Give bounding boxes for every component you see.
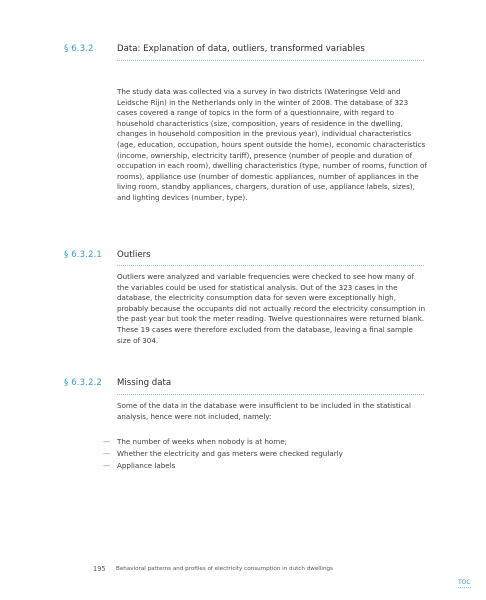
bullet-list [103, 436, 343, 472]
list-item [103, 436, 343, 448]
body-paragraph: The study data was collected via a survey in two districts (Wateringse Veld and Leidsche Rijn) in the Netherlands only in the winter of 2008. The database of 323 cases covered a range of topics in the form of a questionnaire, with regard to household characteristics (size, composition, years of residence in the dwelling, changes in household composition in the previous year), individual characteristics (age, education, occupation, hours spent outside the home), economic characteristics (income, ownership, electricity tariff), presence (number of people and duration of occupation in each room), dwelling characteristics (type, number of rooms, function of rooms), appliance use (number of domestic appliances, number of appliances in the living room, standby appliances, chargers, duration of use, appliance labels, sizes), and lighting devices (number, type). [117, 87, 427, 202]
list-item [103, 460, 343, 472]
page-number: 195 [93, 565, 106, 573]
section-number: § 6.3.2.1 [64, 250, 102, 260]
bullet-dash-icon: — [103, 461, 111, 470]
body-paragraph: Some of the data in the database were insufficient to be included in the statistical analysis, hence were not included, namely: [117, 401, 411, 421]
section-title: Missing data [117, 378, 172, 388]
section-number: § 6.3.2.2 [64, 378, 102, 388]
list-item-text: Appliance labels [117, 461, 176, 470]
section-title: Outliers [117, 250, 151, 260]
section-divider [117, 60, 424, 61]
list-item-text: Whether the electricity and gas meters were checked regularly [117, 449, 343, 458]
toc-link[interactable]: TOC [458, 579, 471, 586]
list-item [103, 448, 343, 460]
section-title: Data: Explanation of data, outliers, transformed variables [117, 44, 365, 54]
section-divider [117, 394, 424, 395]
body-paragraph: Outliers were analyzed and variable frequencies were checked to see how many of the variables could be used for statistical analysis. Out of the 323 cases in the database, the electricity consumption data for seven were exceptionally high, probably because the occupants did not actually record the electricity consumption in the past year but took the meter reading. Twelve questionnaires were returned blank. These 19 cases were therefore excluded from the database, leaving a final sample size of 304. [117, 272, 426, 345]
section-divider [117, 265, 424, 266]
running-title: Behavioral patterns and profiles of electricity consumption in dutch dwellings [116, 566, 333, 572]
bullet-dash-icon: — [103, 437, 111, 446]
bullet-dash-icon: — [103, 449, 111, 458]
section-number: § 6.3.2 [64, 44, 94, 54]
list-item-text: The number of weeks when nobody is at home; [117, 437, 288, 446]
